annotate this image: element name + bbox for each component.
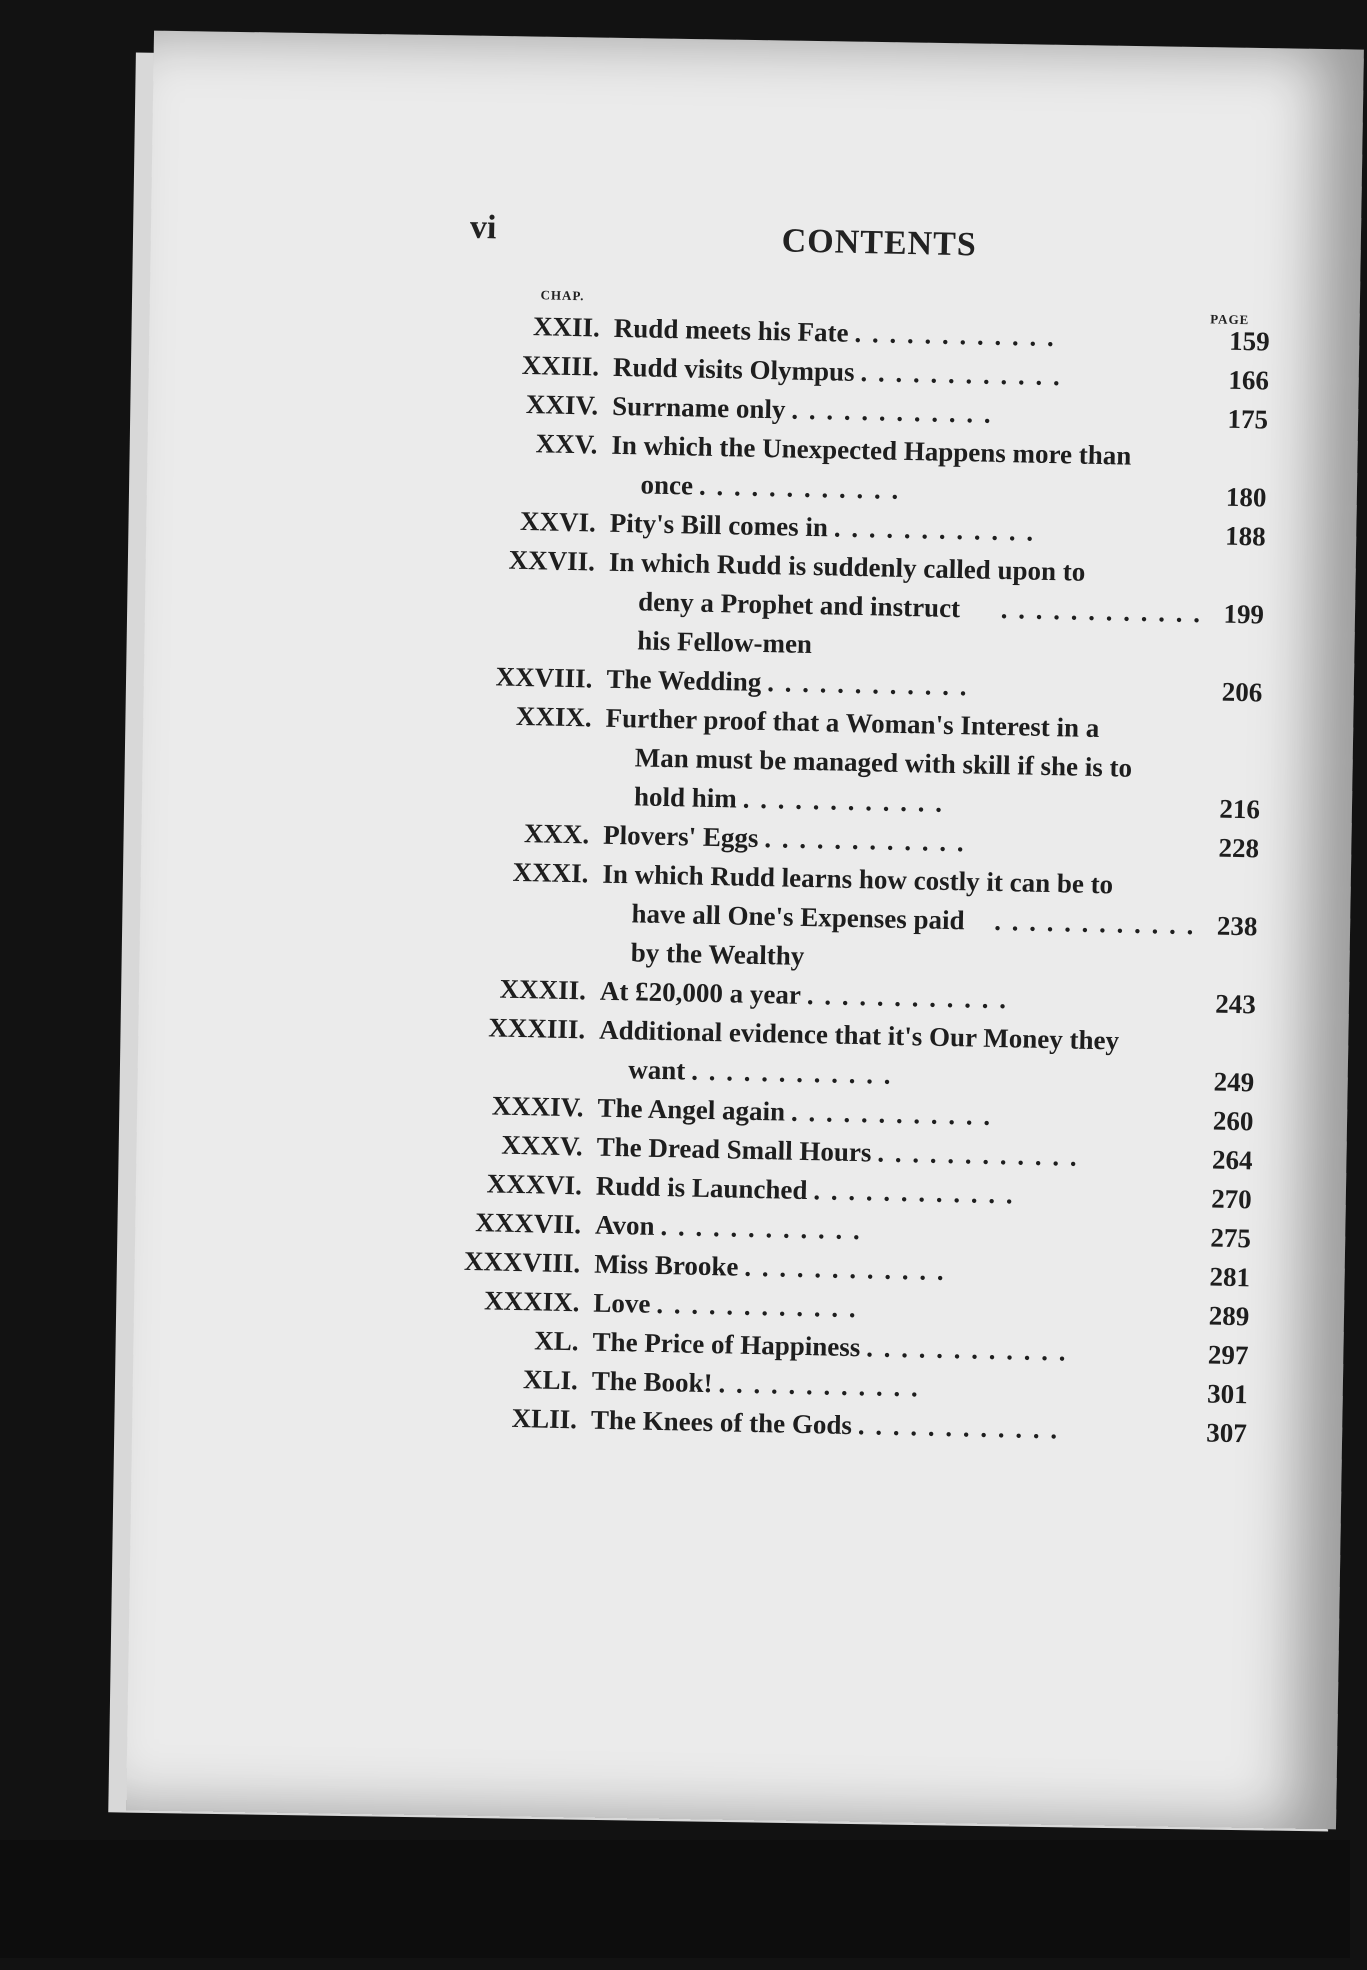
page-number: 275	[1210, 1222, 1252, 1254]
dot-leader: . . . . . . . . . . . .	[813, 1175, 1015, 1210]
page-number: 307	[1206, 1417, 1248, 1449]
page-folio: vi	[469, 208, 497, 247]
chapter-title-line: want	[628, 1054, 686, 1086]
chapter-title-line: deny a Prophet and instruct his Fellow-men	[637, 586, 961, 660]
chapter-number: XXV.	[535, 428, 598, 460]
page-title: CONTENTS	[781, 222, 978, 264]
page-number: 301	[1206, 1378, 1248, 1410]
chapter-title-line: At £20,000 a year	[599, 975, 802, 1010]
dot-leader: . . . . . . . . . . . .	[766, 667, 969, 702]
table-of-contents	[367, 304, 1270, 1453]
dot-leader: . . . . . . . . . . . .	[698, 470, 901, 505]
page-number: 180	[1225, 481, 1267, 513]
chapter-title-line: Rudd meets his Fate	[613, 312, 849, 348]
chapter-title-line: The Price of Happiness	[592, 1326, 861, 1363]
chapter-number: XXIX.	[515, 700, 593, 733]
chapter-title-line: The Wedding	[606, 663, 762, 697]
page-number: 264	[1211, 1144, 1253, 1176]
dot-leader: . . . . . . . . . . . .	[877, 1137, 1079, 1172]
chapter-title-line: hold him	[633, 781, 738, 814]
chapter-number: XXXVI.	[486, 1168, 583, 1201]
chapter-title	[604, 699, 1262, 830]
chapter-number: XXIV.	[525, 389, 599, 421]
chapter-title	[600, 855, 1258, 986]
page-number: 297	[1207, 1339, 1249, 1371]
chapter-number: XXVIII.	[495, 661, 593, 694]
chapter-title-line: Pity's Bill comes in	[609, 507, 829, 543]
dot-leader: . . . . . . . . . . . .	[1000, 594, 1203, 629]
page-column-label: PAGE	[1210, 311, 1250, 328]
chapter-number: XXX.	[523, 818, 590, 850]
chapter-number: XXXIV.	[491, 1090, 584, 1123]
chapter-number: XL.	[534, 1325, 579, 1357]
chapter-number: XXXVII.	[475, 1207, 582, 1240]
chapter-number: XXXI.	[512, 856, 589, 889]
page-number: 206	[1221, 676, 1263, 708]
chapter-title-line: Rudd is Launched	[595, 1170, 808, 1206]
dot-leader: . . . . . . . . . . . .	[764, 823, 966, 858]
chapter-title-line: The Book!	[591, 1365, 713, 1399]
chapter-title	[610, 426, 1267, 518]
chapter-title-line: The Angel again	[597, 1092, 786, 1127]
chapter-number: XXVI.	[519, 505, 597, 538]
chapter-title	[607, 543, 1265, 674]
chapter-title-line: Additional evidence that it's Our Money they	[598, 1014, 1120, 1056]
page-number: 270	[1210, 1183, 1253, 1215]
toc-entry	[380, 694, 1262, 829]
chapter-title-line: In which Rudd is suddenly called upon to	[608, 546, 1086, 587]
chapter-title-line: have all One's Expenses paid by the Wealthy	[630, 898, 965, 971]
chapter-number: XLII.	[511, 1402, 578, 1435]
dot-leader: . . . . . . . . . . . .	[857, 1410, 1060, 1445]
chapter-number: XXVII.	[508, 544, 596, 577]
chapter-title-line: Surrname only	[611, 390, 786, 425]
page-number: 175	[1227, 403, 1269, 435]
page-number: 228	[1218, 832, 1260, 864]
page-number: 166	[1228, 364, 1270, 396]
chapter-number: XXIII.	[521, 349, 600, 382]
chapter-title-line: Miss Brooke	[593, 1248, 739, 1282]
page-number: 281	[1209, 1261, 1251, 1293]
chapter-title-line: Rudd visits Olympus	[612, 351, 855, 387]
chapter-number: XXXV.	[501, 1129, 584, 1162]
dot-leader: . . . . . . . . . . . .	[865, 1332, 1068, 1367]
dot-leader: . . . . . . . . . . . .	[791, 394, 993, 429]
page-number: 249	[1213, 1066, 1255, 1098]
dot-leader: . . . . . . . . . . . .	[854, 317, 1057, 353]
page-number: 216	[1219, 793, 1261, 825]
chapter-title-line: Love	[593, 1287, 651, 1319]
chapter-title	[598, 1011, 1255, 1103]
page-number: 289	[1208, 1300, 1250, 1332]
toc-entry	[376, 850, 1258, 985]
page-number: 238	[1216, 910, 1258, 942]
page-number: 159	[1228, 325, 1271, 357]
chapter-title-line: Man must be managed with skill if she is to	[634, 742, 1133, 783]
page-number: 199	[1223, 598, 1265, 630]
chapter-title-line: In which the Unexpected Happens more than	[611, 429, 1132, 471]
dot-leader: . . . . . . . . . . . .	[833, 512, 1036, 547]
chapter-column-label: CHAP.	[540, 287, 585, 304]
chapter-title-line: In which Rudd learns how costly it can be to	[602, 858, 1114, 900]
dot-leader: . . . . . . . . . . . .	[660, 1211, 863, 1246]
dot-leader: . . . . . . . . . . . .	[744, 1251, 947, 1286]
chapter-number: XXXIX.	[483, 1285, 580, 1318]
dot-leader: . . . . . . . . . . . .	[860, 357, 1063, 392]
page-number: 188	[1224, 520, 1266, 552]
dot-leader: . . . . . . . . . . . .	[691, 1055, 893, 1090]
toc-entry	[383, 538, 1265, 673]
dot-leader: . . . . . . . . . . . .	[742, 783, 945, 818]
page-number: 243	[1215, 988, 1257, 1020]
dot-leader: . . . . . . . . . . . .	[790, 1096, 993, 1131]
page-number: 260	[1212, 1105, 1254, 1137]
chapter-title-line: Avon	[594, 1209, 655, 1241]
chapter-number: XXXII.	[499, 973, 587, 1006]
dot-leader: . . . . . . . . . . . .	[656, 1288, 858, 1324]
chapter-number: XXII.	[532, 311, 601, 343]
chapter-title-line: Plovers' Eggs	[602, 819, 759, 853]
chapter-number: XLI.	[522, 1364, 579, 1396]
chapter-title-line: Further proof that a Woman's Interest in a	[605, 702, 1100, 744]
chapter-title-line: once	[640, 469, 694, 501]
chapter-title-line: The Dread Small Hours	[596, 1131, 872, 1168]
chapter-title-line: The Knees of the Gods	[590, 1404, 853, 1441]
dot-leader: . . . . . . . . . . . .	[993, 905, 1196, 941]
chapter-number: XXXVIII.	[463, 1245, 581, 1279]
dot-leader: . . . . . . . . . . . .	[718, 1368, 921, 1403]
chapter-number: XXXIII.	[488, 1012, 586, 1045]
dot-leader: . . . . . . . . . . . .	[806, 980, 1009, 1015]
